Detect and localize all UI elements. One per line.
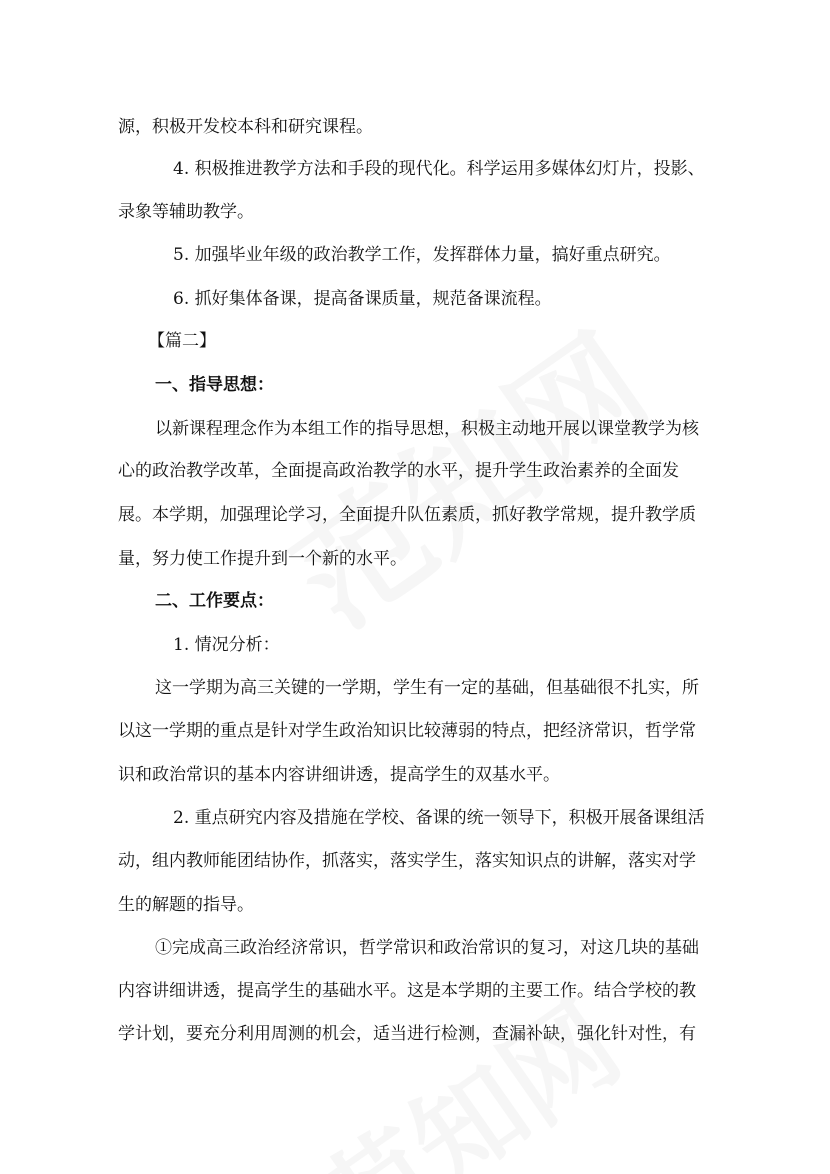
section-heading-work-points: 二、工作要点： xyxy=(155,591,274,611)
paragraph-line: 以这一学期的重点是针对学生政治知识比较薄弱的特点，把经济常识，哲学常 xyxy=(118,721,696,741)
section-heading-guiding-ideology: 一、指导思想： xyxy=(155,375,274,395)
paragraph-line: 生的解题的指导。 xyxy=(118,895,254,915)
paragraph-line: 识和政治常识的基本内容讲细讲透，提高学生的双基水平。 xyxy=(118,765,560,785)
list-item-1: 1. 情况分析： xyxy=(173,635,280,655)
paragraph-line: 展。本学期，加强理论学习，全面提升队伍素质，抓好教学常规，提升教学质 xyxy=(118,505,696,525)
list-item-2: 2. 重点研究内容及措施在学校、备课的统一领导下，积极开展备课组活 xyxy=(173,808,705,828)
paragraph-line: 以新课程理念作为本组工作的指导思想，积极主动地开展以课堂教学为核 xyxy=(155,419,699,439)
list-item-6: 6. 抓好集体备课，提高备课质量，规范备课流程。 xyxy=(173,289,552,309)
paragraph-line: 内容讲细讲透，提高学生的基础水平。这是本学期的主要工作。结合学校的教 xyxy=(118,981,696,1001)
paragraph-line: 学计划，要充分利用周测的机会，适当进行检测，查漏补缺，强化针对性，有 xyxy=(118,1024,696,1044)
paragraph-line: 这一学期为高三关键的一学期，学生有一定的基础，但基础很不扎实，所 xyxy=(155,678,699,698)
paragraph-line: 录象等辅助教学。 xyxy=(118,202,254,222)
paragraph-line: 动，组内教师能团结协作，抓落实，落实学生，落实知识点的讲解，落实对学 xyxy=(118,851,696,871)
paragraph-line: 源，积极开发校本科和研究课程。 xyxy=(118,117,373,137)
list-item-4: 4. 积极推进教学方法和手段的现代化。科学运用多媒体幻灯片，投影、 xyxy=(173,159,705,179)
paragraph-line: 心的政治教学改革，全面提高政治教学的水平，提升学生政治素养的全面发 xyxy=(118,461,679,481)
section-marker: 【篇二】 xyxy=(148,331,216,351)
list-item-5: 5. 加强毕业年级的政治教学工作，发挥群体力量，搞好重点研究。 xyxy=(173,245,671,265)
paragraph-line: 量，努力使工作提升到一个新的水平。 xyxy=(118,549,407,569)
paragraph-line: ①完成高三政治经济常识，哲学常识和政治常识的复习，对这几块的基础 xyxy=(155,938,699,958)
